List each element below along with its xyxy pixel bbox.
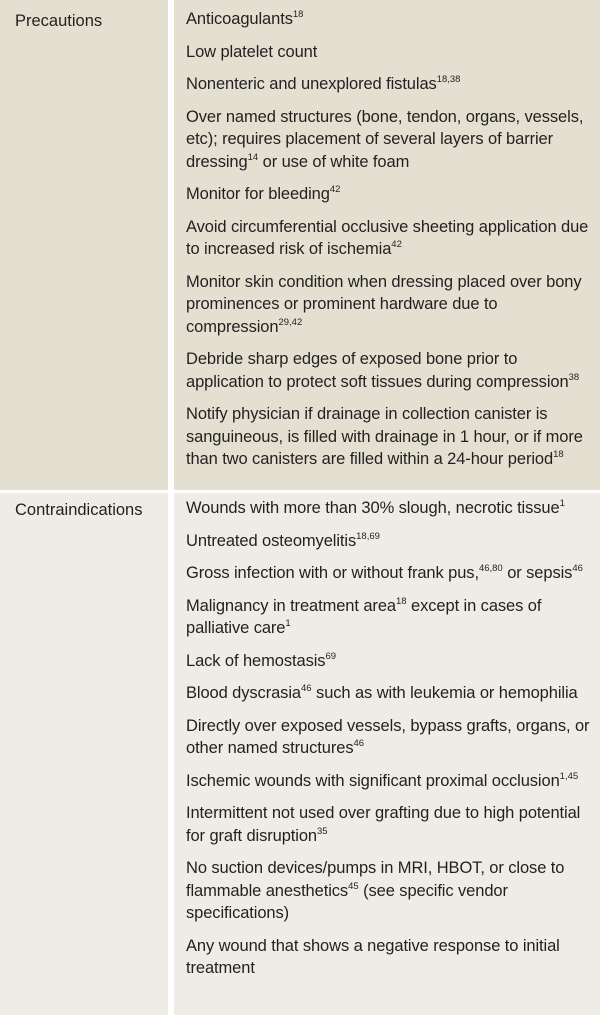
reference-superscript: 46 bbox=[572, 563, 583, 574]
reference-superscript: 42 bbox=[329, 184, 341, 195]
item-text: Intermittent not used over grafting due to high potential for graft disruption bbox=[186, 804, 581, 845]
list-item bbox=[186, 595, 594, 640]
item-text: Notify physician if drainage in collection canister is sanguineous, is filled with drainage in 1 hour, or if more than two canisters are filled within a 24-hour period bbox=[186, 405, 583, 468]
item-text: Nonenteric and unexplored fistulas bbox=[186, 75, 437, 93]
reference-superscript: 18 bbox=[395, 595, 407, 607]
reference-superscript: 46 bbox=[300, 683, 312, 694]
row-label: Contraindications bbox=[0, 493, 168, 1015]
list-item bbox=[186, 562, 594, 585]
table-row-contraindications bbox=[0, 493, 600, 1015]
item-text: Gross infection with or without frank pus, bbox=[186, 564, 479, 582]
reference-superscript: 18 bbox=[292, 9, 304, 20]
item-text: Anticoagulants bbox=[186, 10, 293, 28]
reference-superscript: 18 bbox=[553, 449, 564, 460]
reference-superscript: 18,69 bbox=[356, 530, 380, 542]
item-text: Malignancy in treatment area bbox=[186, 596, 396, 615]
reference-superscript: 42 bbox=[391, 239, 402, 250]
list-item bbox=[186, 348, 594, 393]
reference-superscript: 1 bbox=[285, 618, 291, 629]
list-item bbox=[186, 650, 594, 673]
reference-superscript: 1 bbox=[559, 498, 565, 509]
list-item bbox=[186, 183, 594, 206]
list-item bbox=[186, 770, 594, 793]
item-text: Ischemic wounds with significant proximal occlusion bbox=[186, 771, 560, 790]
item-text: Lack of hemostasis bbox=[186, 651, 326, 670]
list-item bbox=[186, 935, 594, 980]
list-item bbox=[186, 8, 594, 31]
table-row-precautions bbox=[0, 0, 600, 490]
reference-superscript: 14 bbox=[247, 151, 259, 163]
item-text: Monitor skin condition when dressing placed over bony prominences or prominent hardware due to compression bbox=[186, 272, 582, 336]
list-item bbox=[186, 497, 594, 520]
list-item bbox=[186, 271, 594, 339]
list-item bbox=[186, 682, 594, 705]
item-text: Wounds with more than 30% slough, necrotic tissue bbox=[186, 499, 560, 517]
row-label: Precautions bbox=[0, 0, 168, 490]
reference-superscript: 46 bbox=[353, 738, 365, 749]
list-item bbox=[186, 530, 594, 553]
item-text-continued: (see specific vendor specifications) bbox=[186, 881, 508, 922]
list-item bbox=[186, 41, 594, 64]
item-text: Blood dyscrasia bbox=[186, 684, 301, 702]
list-item bbox=[186, 403, 594, 471]
row-items bbox=[174, 0, 600, 490]
item-text-continued: or use of white foam bbox=[258, 152, 410, 171]
item-text: Monitor for bleeding bbox=[186, 185, 330, 203]
item-text: Untreated osteomyelitis bbox=[186, 531, 357, 550]
list-item bbox=[186, 73, 594, 96]
list-item bbox=[186, 857, 594, 925]
reference-superscript: 29,42 bbox=[278, 316, 303, 328]
list-item bbox=[186, 802, 594, 847]
reference-superscript: 1,45 bbox=[559, 770, 579, 782]
reference-superscript: 46,80 bbox=[478, 563, 503, 574]
item-text: Over named structures (bone, tendon, organs, vessels, etc); requires placement of several layers of barrier dressing bbox=[186, 107, 584, 171]
item-text: No suction devices/pumps in MRI, HBOT, or close to flammable anesthetics bbox=[186, 859, 565, 900]
list-item bbox=[186, 216, 594, 261]
item-text: Low platelet count bbox=[186, 42, 318, 61]
item-text-continued: or sepsis bbox=[502, 564, 573, 582]
reference-superscript: 18,38 bbox=[436, 74, 461, 85]
item-text-continued: except in cases of palliative care bbox=[186, 596, 542, 637]
reference-superscript: 45 bbox=[348, 880, 359, 892]
item-text-continued: such as with leukemia or hemophilia bbox=[311, 684, 578, 702]
reference-superscript: 35 bbox=[316, 825, 328, 837]
item-text: Debride sharp edges of exposed bone prior to application to protect soft tissues during compression bbox=[186, 350, 569, 391]
item-text: Any wound that shows a negative response to initial treatment bbox=[186, 936, 560, 977]
list-item bbox=[186, 715, 594, 760]
reference-superscript: 38 bbox=[568, 371, 580, 383]
list-item bbox=[186, 106, 594, 174]
reference-superscript: 69 bbox=[325, 650, 337, 662]
item-text: Directly over exposed vessels, bypass grafts, organs, or other named structures bbox=[186, 716, 590, 757]
item-text: Avoid circumferential occlusive sheeting application due to increased risk of ischemia bbox=[186, 217, 589, 258]
row-items bbox=[174, 493, 600, 1015]
